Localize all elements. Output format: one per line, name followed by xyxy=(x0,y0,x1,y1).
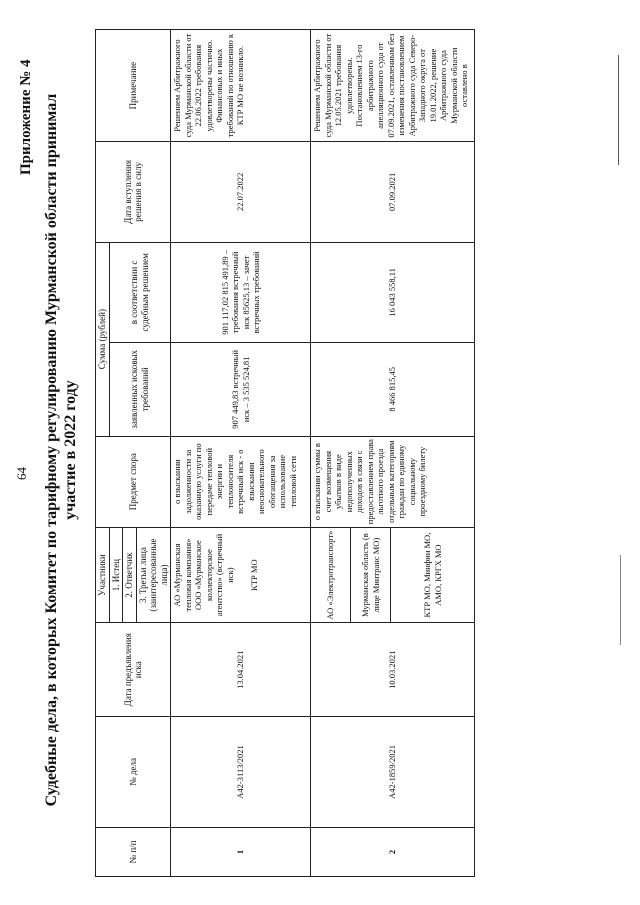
row1-effective: 22.07.2022 xyxy=(171,142,311,242)
header-note: Примечание xyxy=(96,30,171,142)
header-plaintiff: 1. Истец xyxy=(109,527,123,623)
row1-subject: о взыскании задолженности за оказанную услуги по передаче тепловой энергии и теплоносителя встречный иск - о взыскании неосновательного обогащения за использование тепловой сети xyxy=(171,436,311,527)
footer-rule-left xyxy=(620,555,621,645)
row1-case: А42-3113/2021 xyxy=(171,716,311,827)
header-defendant: 2. Ответчик xyxy=(123,527,137,623)
row2-awarded: 16 043 558,11 xyxy=(311,242,475,342)
row2-plaintiff: АО «Электротранспорт» xyxy=(311,527,351,623)
row2-claimed: 8 466 815,45 xyxy=(311,343,475,436)
row1-num: 1 xyxy=(171,827,311,876)
footer-rule xyxy=(618,55,619,165)
row1-participants xyxy=(171,527,311,623)
table-row xyxy=(171,30,311,877)
header-sum: Сумма (рублей) xyxy=(96,242,110,436)
header-third: 3. Третьи лица (заинтересованные лица) xyxy=(136,527,171,623)
document-title xyxy=(42,55,80,845)
table-row xyxy=(311,30,351,877)
title-line-1: Судебные дела, в которых Комитет по тарифному регулированию Мурманской области принимал xyxy=(43,93,60,807)
appendix-label: Приложение № 4 xyxy=(18,59,34,175)
title-line-2: участие в 2022 году xyxy=(62,380,79,520)
row2-note: Решением Арбитражного суда Мурманской области от 12.05.2021 требования удовлетворены. Постановлением 13-го арбитражного апелляционного суда от 07.09.2021, оставленным без изменения постановлением Арбитражного суда Северо-Западного округа от 19.01.2022, решение Арбитражного суда Мурманской области оставлено в xyxy=(311,30,475,142)
row1-defendant: КТР МО xyxy=(249,559,259,591)
court-cases-table xyxy=(95,29,475,877)
row1-filed: 13.04.2021 xyxy=(171,623,311,716)
row2-third: Мурманская область (в лице Минтранс МО) xyxy=(351,527,391,623)
row1-claimed: 907 449,83 встречный иск – 3 535 524,81 xyxy=(171,343,311,436)
row2-num: 2 xyxy=(311,827,475,876)
row2-effective: 07.09.2021 xyxy=(311,142,475,242)
row1-note: Решением Арбитражного суда Мурманской области от 22.06.2022 требования удовлетворены частично. Финансовых и иных требований по отношению к КТР МО не возникло. xyxy=(171,30,311,142)
page-number: 64 xyxy=(14,467,29,480)
header-claimed: заявленных исковых требований xyxy=(109,343,171,436)
row2-subject: о взыскании суммы в счет возмещения убытков в виде недополученных доходов в связи с предоставлением права льготного проезда отдельным категориям граждан по единому социальному проездному билету xyxy=(311,436,475,527)
row2-case: А42-1859/2021 xyxy=(311,716,475,827)
header-awarded: в соответствии с судебным решением xyxy=(109,242,171,342)
header-filed: Дата предъявления иска xyxy=(96,623,171,716)
header-effective: Дата вступления решения в силу xyxy=(96,142,171,242)
row1-plaintiff: АО «Мурманская тепловая компания» ООО «Мурманское коллекторское агентство» (встречный иск) xyxy=(172,533,235,617)
row1-awarded: 901 117,02 815 491,89 – требования встречный иск 85625,13 – зачет встречных требований xyxy=(171,242,311,342)
header-num: № п/п xyxy=(96,827,171,876)
row2-defendant: КТР МО, Минфин МО, АМО, КРГХ МО xyxy=(391,527,475,623)
header-participants: Участники xyxy=(96,527,110,623)
header-case: № дела xyxy=(96,716,171,827)
header-subject: Предмет спора xyxy=(96,436,171,527)
row2-filed: 10.03.2021 xyxy=(311,623,475,716)
